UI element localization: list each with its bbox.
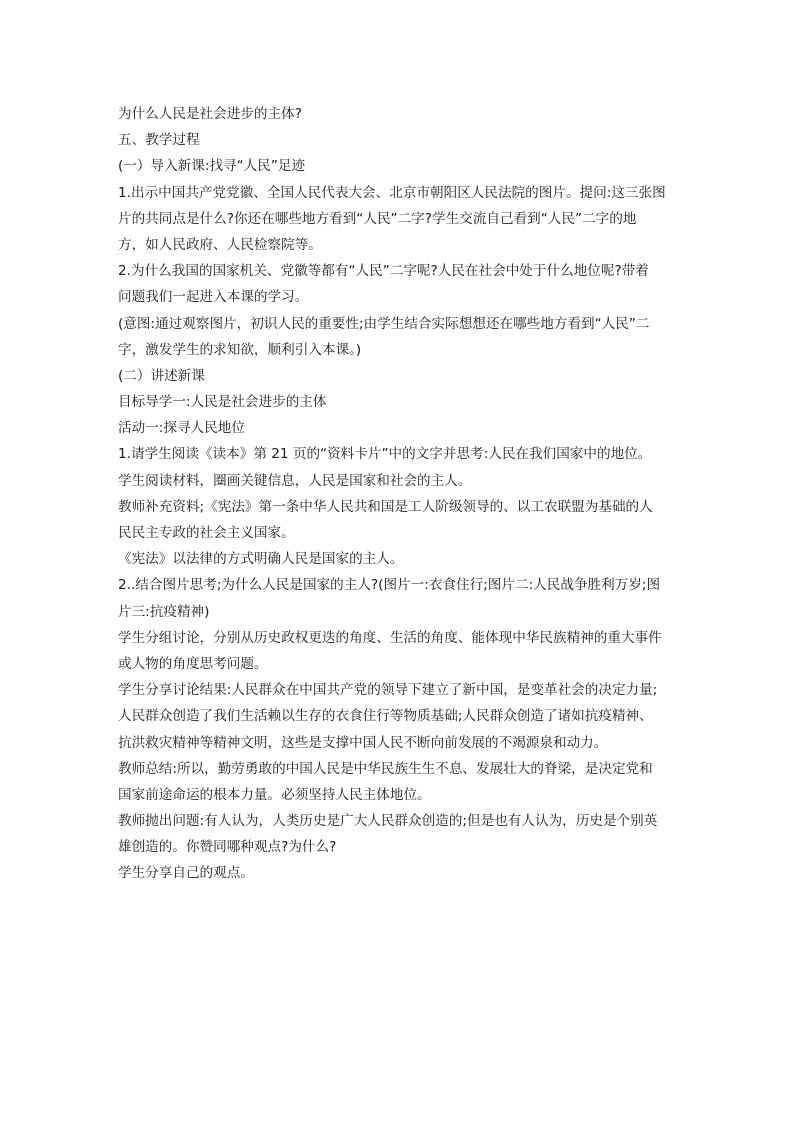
- section-heading: 五、教学过程: [118, 132, 200, 149]
- text-line: 字，激发学生的求知欲，顺利引入本课。): [118, 341, 362, 358]
- text-line: 雄创造的。你赞同哪种观点?为什么?: [118, 839, 337, 856]
- text-line: 学生分组讨论，分别从历史政权更迭的角度、生活的角度、能体现中华民族精神的重大事件: [118, 629, 662, 646]
- text-line: 2.为什么我国的国家机关、党徽等都有“人民”二字呢?人民在社会中处于什么地位呢?带着: [118, 263, 649, 280]
- text-line: 教师抛出问题:有人认为，人类历史是广大人民群众创造的;但是也有人认为，历史是个别英: [118, 813, 658, 830]
- text-line: 为什么人民是社会进步的主体?: [118, 106, 302, 122]
- subsection-heading: (二）讲述新课: [118, 367, 205, 384]
- text-line: 问题我们一起进入本课的学习。: [118, 289, 309, 306]
- text-line: 教师总结:所以，勤劳勇敢的中国人民是中华民族生生不息、发展壮大的脊梁，是决定党和: [118, 760, 653, 777]
- text-line: 1.请学生阅读《读本》第 21 页的“资料卡片”中的文字并思考:人民在我们国家中的地位。: [118, 446, 652, 463]
- text-line: 片三:抗疫精神): [118, 603, 210, 620]
- subsection-heading: (一）导入新课:找寻“人民”足迹: [118, 158, 306, 175]
- text-line: 民民主专政的社会主义国家。: [118, 525, 295, 541]
- text-line: 学生分享讨论结果:人民群众在中国共产党的领导下建立了新中国，是变革社会的决定力量;: [118, 682, 658, 699]
- text-line: 活动一:探寻人民地位: [118, 420, 245, 437]
- text-line: 教师补充资料;《宪法》第一条中华人民共和国是工人阶级领导的、以工农联盟为基础的人: [118, 498, 653, 515]
- text-line: 或人物的角度思考问题。: [118, 655, 268, 672]
- text-line: 1.出示中国共产党党徽、全国人民代表大会、北京市朝阳区人民法院的图片。提问:这三张图: [118, 184, 666, 201]
- text-line: 学生阅读材料，圈画关键信息，人民是国家和社会的主人。: [118, 472, 472, 489]
- text-line: 方，如人民政府、人民检察院等。: [118, 236, 322, 253]
- text-line: (意图:通过观察图片，初识人民的重要性;由学生结合实际想想还在哪些地方看到“人民”二: [118, 315, 650, 332]
- text-line: 人民群众创造了我们生活赖以生存的衣食住行等物质基础;人民群众创造了诸如抗疫精神、: [118, 708, 653, 725]
- document-body: [118, 101, 678, 887]
- text-line: 目标导学一:人民是社会进步的主体: [118, 394, 327, 411]
- text-line: 国家前途命运的根本力量。必须坚持人民主体地位。: [118, 786, 431, 803]
- text-line: 2..结合图片思考;为什么人民是国家的主人?(图片一:衣食住行;图片二:人民战争胜利万岁;图: [118, 577, 661, 594]
- text-line: 片的共同点是什么?你还在哪些地方看到“人民”二字?学生交流自己看到“人民”二字的地: [118, 210, 637, 227]
- text-line: 《宪法》以法律的方式明确人民是国家的主人。: [118, 551, 404, 568]
- text-line: 学生分享自己的观点。: [118, 865, 254, 882]
- text-line: 抗洪救灾精神等精神文明，这些是支撑中国人民不断向前发展的不竭源泉和动力。: [118, 734, 608, 751]
